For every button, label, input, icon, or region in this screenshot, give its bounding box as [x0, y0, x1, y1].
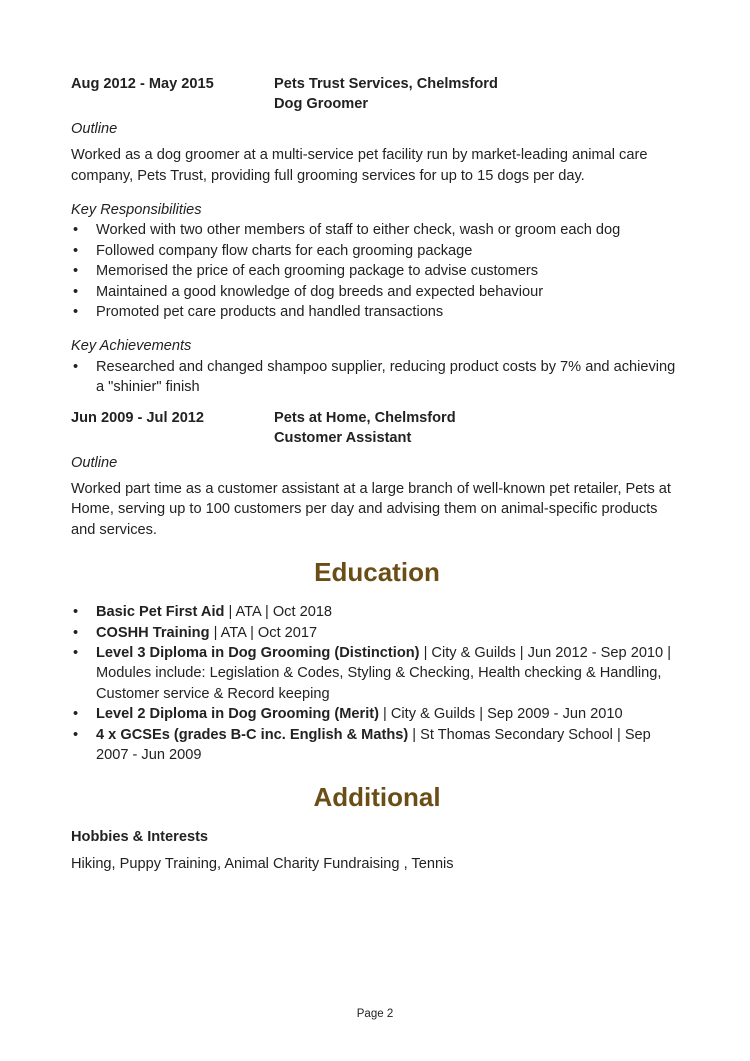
outline-label: Outline [71, 120, 118, 137]
hobbies-title: Hobbies & Interests [71, 829, 209, 846]
education-item [71, 602, 683, 622]
qualification-detail: | City & Guilds | Sep 2009 - Jun 2010 [378, 706, 623, 723]
page-number: Page 2 [356, 1008, 394, 1020]
job-entry-pets-trust [71, 74, 683, 398]
list-item: • Researched and changed shampoo supplier, reducing product costs by 7% and achieving a "shinier" finish [71, 357, 683, 398]
qualification-name: Level 2 Diploma in Dog Grooming (Merit) [96, 706, 379, 723]
hobbies-text: Hiking, Puppy Training, Animal Charity Fundraising , Tennis [71, 855, 454, 872]
job-org [274, 408, 456, 449]
job-dates: Jun 2009 - Jul 2012 [71, 409, 205, 426]
job-entry-pets-at-home [71, 408, 683, 540]
education-list [71, 602, 683, 765]
achievements-list [71, 357, 683, 398]
qualification-name: Basic Pet First Aid [96, 604, 225, 621]
responsibilities-list [71, 220, 683, 322]
qualification-name: 4 x GCSEs (grades B-C inc. English & Maths) [96, 726, 409, 743]
job-company: Pets at Home, Chelmsford [274, 409, 456, 426]
responsibilities-label: Key Responsibilities [71, 202, 202, 219]
job-header [71, 74, 683, 115]
list-item: • Followed company flow charts for each grooming package [71, 241, 683, 261]
achievements-label: Key Achievements [71, 338, 192, 355]
qualification-detail: | City & Guilds | Jun 2012 - Sep 2010 | Modules include: Legislation & Codes, Styling & Checking, Health checking & Handling, Customer service & Record keeping [96, 644, 672, 702]
education-item [71, 704, 683, 724]
education-item [71, 643, 683, 704]
resume-page-2 [71, 74, 683, 874]
job-company: Pets Trust Services, Chelmsford [274, 76, 498, 92]
job-dates: Aug 2012 - May 2015 [71, 76, 214, 92]
job-title: Dog Groomer [274, 96, 369, 113]
education-item [71, 725, 683, 766]
list-item: • Maintained a good knowledge of dog breeds and expected behaviour [71, 282, 683, 302]
job-header [71, 408, 683, 449]
additional-heading: Additional [313, 782, 441, 813]
job-org [274, 74, 498, 115]
job-outline: Worked as a dog groomer at a multi-service pet facility run by market-leading animal care company, Pets Trust, providing full grooming services for up to 15 dogs per day. [71, 147, 648, 184]
qualification-detail: | ATA | Oct 2017 [209, 624, 318, 641]
list-item: • Promoted pet care products and handled transactions [71, 302, 683, 322]
list-item: • Worked with two other members of staff to either check, wash or groom each dog [71, 220, 683, 240]
qualification-name: COSHH Training [96, 624, 210, 641]
qualification-detail: | St Thomas Secondary School | Sep 2007 - Jun 2009 [96, 726, 651, 763]
education-heading: Education [314, 557, 440, 588]
education-item [71, 623, 683, 643]
outline-label: Outline [71, 454, 118, 471]
job-title: Customer Assistant [274, 430, 412, 447]
list-item: • Memorised the price of each grooming package to advise customers [71, 261, 683, 281]
job-outline: Worked part time as a customer assistant at a large branch of well-known pet retailer, Pets at Home, serving up to 100 customers per day and advising them on animal-specific products and services. [71, 480, 671, 538]
qualification-detail: | ATA | Oct 2018 [224, 604, 333, 621]
qualification-name: Level 3 Diploma in Dog Grooming (Distinction) [96, 644, 420, 661]
